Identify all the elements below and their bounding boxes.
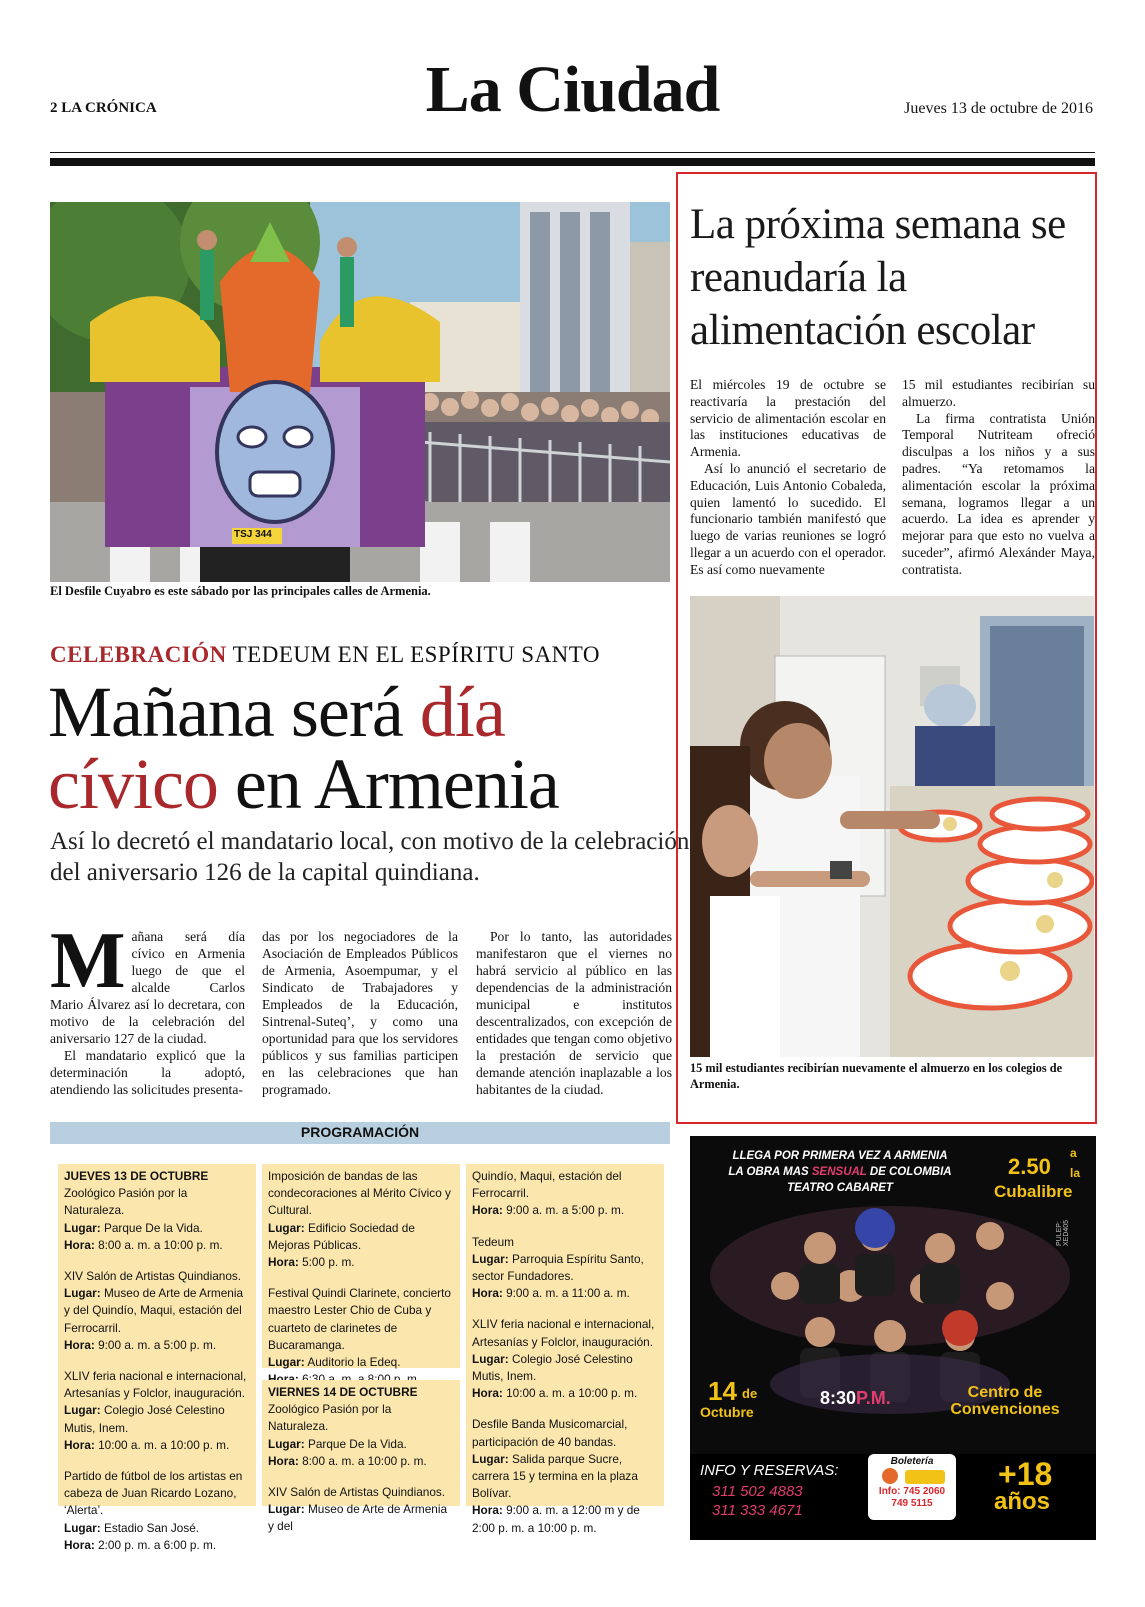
schedule-text: XLIV feria nacional e internacional, Artesanías y Folclor, inauguración. (64, 1369, 247, 1401)
schedule-text: Tedeum (472, 1234, 514, 1249)
schedule-time: Hora: 5:00 p. m. (268, 1255, 355, 1270)
schedule-place: Lugar: Parroquia Espíritu Santo, sector Fundadores. (472, 1251, 644, 1284)
photo-caption: El Desfile Cuyabro es este sábado por las principales calles de Armenia. (50, 584, 431, 598)
story-column-1 (50, 917, 245, 1098)
schedule-item (472, 1234, 658, 1303)
schedule-text: Imposición de bandas de las condecoraciones al Mérito Cívico y Cultural. (268, 1169, 451, 1218)
ad-pulep: PULEP: XED405 (1056, 1219, 1070, 1246)
publication-name: LA CRÓNICA (61, 100, 157, 116)
schedule-text: Festival Quindi Clarinete, concierto maestro Lester Chio de Cuba y cuarteto de clarinetes de Bucaramanga. (268, 1286, 451, 1352)
ad-intro: LLEGA POR PRIMERA VEZ A ARMENIA LA OBRA MAS SENSUAL DE COLOMBIA TEATRO CABARET (690, 1148, 990, 1196)
schedule-place: Lugar: Colegio José Celestino Mutis, Inem. (64, 1403, 225, 1435)
paragraph: El mandatario explicó que la determinación la adoptó, atendiendo las solicitudes presenta- (50, 1048, 245, 1097)
schedule-item (268, 1484, 454, 1536)
ad-date-day: 14 (708, 1376, 737, 1406)
schedule-item (268, 1401, 454, 1470)
schedule-time: Hora: 8:00 a. m. a 10:00 p. m. (268, 1453, 427, 1468)
schedule-place: Lugar: Parque De la Vida. (268, 1436, 407, 1451)
ad-date-month: Octubre (700, 1404, 754, 1420)
kicker-topic: CELEBRACIÓN (50, 642, 227, 667)
story-headline: Mañana será día cívico en Armenia (48, 672, 559, 824)
story-column-3 (476, 928, 672, 1098)
cabaret-ad (690, 1136, 1096, 1540)
paragraph: El miércoles 19 de octubre se reactivaría la prestación del servicio de alimentación escolar en las instituciones educativas de Armenia. (690, 377, 886, 460)
schedule-item (268, 1285, 454, 1388)
schedule-text: Partido de fútbol de los artistas en cabeza de Juan Ricardo Lozano, ‘Alerta’. (64, 1469, 243, 1518)
schedule-item (64, 1185, 250, 1254)
parade-photo (50, 202, 670, 582)
schedule-time: Hora: 10:00 a. m. a 10:00 p. m. (472, 1386, 638, 1401)
ad-info-phones: Info: 745 2060 749 5115 (878, 1486, 946, 1509)
drop-cap: M (50, 917, 126, 1005)
paragraph: Así lo anunció el secretario de Educación, Luis Antonio Cobaleda, quien lamentó lo sucedido. El funcionario también manifestó que luego de varias reuniones se logró llegar a un acuerdo con el operador. Es así como nuevamente (690, 460, 886, 577)
section-title: La Ciudad (425, 53, 720, 126)
ad-boleteria: Boletería (890, 1456, 934, 1467)
schedule-text: Zoológico Pasión por la Naturaleza. (268, 1402, 392, 1434)
schedule-text: Desfile Banda Musicomarcial, participación de 40 bandas. (472, 1417, 628, 1449)
schedule-time: Hora: 9:00 a. m. a 11:00 a. m. (472, 1286, 630, 1301)
ad-venue: Centro de Convenciones (950, 1384, 1060, 1418)
schedule-item (64, 1368, 250, 1454)
float-license-plate: TSJ 344 (234, 529, 272, 540)
schedule-day: VIERNES 14 DE OCTUBRE (268, 1385, 418, 1399)
schedule-item (64, 1268, 250, 1354)
feature-headline: La próxima semana se reanudaría la alimentación escolar (690, 201, 1066, 354)
programacion-column-2a (262, 1164, 460, 1368)
paragraph: La firma contratista Unión Temporal Nutriteam ofreció disculpas a los niños y a sus padres. “Ya retomamos la alimentación escolar la próxima semana, logramos llegar a un acuerdo. La idea es aprender y mejorar para que esto no vuelva a suceder”, afirmó Alexánder Maya, contratista. (902, 410, 1095, 577)
ad-price: 2.50 (1008, 1154, 1051, 1179)
ad-age: +18 (998, 1456, 1053, 1492)
ad-time: 8:30P.M. (820, 1388, 891, 1408)
paragraph: Por lo tanto, las autoridades manifestaron que el viernes no habrá servicio al público en las dependencias de la administración municipal e institutos descentralizados, con excepción de entidades que tengan como objetivo la prestación de servicio que demande atención inaplazable a los habitantes de la ciudad. (476, 929, 672, 1097)
schedule-place: Lugar: Auditorio la Edeq. (268, 1355, 401, 1370)
schedule-text: XIV Salón de Artistas Quindianos. (64, 1269, 242, 1284)
story-kicker (50, 642, 600, 668)
schedule-text: Quindío, Maqui, estación del Ferrocarril. (472, 1169, 622, 1201)
ad-tagline: LA OBRA MAS SENSUAL DE COLOMBIA (728, 1166, 952, 1178)
header-rule-thin (50, 152, 1095, 153)
feature-column-1 (690, 377, 886, 579)
programacion-column-3: Quindío, Maqui, estación del Ferrocarril. Hora: 9:00 a. m. a 5:00 p. m. Tedeum Lugar: Parroquia Espíritu Santo, sector Fundadores. Hora: 9:00 a. m. a 11:00 a. m. XLIV feria nacional e internacional, Artesanías y Folclor, inauguración. Lugar: Colegio José Celestino Mutis, Inem. Hora: 10:00 a. m. a 10:00 p. m. Desfile Banda Musicomarcial, participación de 40 bandas. Lugar: Salida parque Sucre, carrera 15 y termina en la plaza Bolívar. Hora: 9:00 a. m. a 12:00 m y de 2:00 p. m. a 10:00 p. m. (466, 1164, 664, 1506)
schedule-time: Hora: 9:00 a. m. a 12:00 m y de 2:00 p. m. a 10:00 p. m. (472, 1503, 640, 1535)
programacion-column-1 (58, 1164, 256, 1552)
schedule-time: Hora: 10:00 a. m. a 10:00 p. m. (64, 1437, 230, 1452)
schedule-time: Hora: 2:00 p. m. a 6:00 p. m. (64, 1537, 217, 1552)
schedule-place: Lugar: Estadio San José. (64, 1520, 200, 1535)
paragraph: 15 mil estudiantes recibirían su almuerzo. (902, 377, 1095, 409)
schedule-text: Zoológico Pasión por la Naturaleza. (64, 1186, 188, 1218)
schedule-text: XIV Salón de Artistas Quindianos. (268, 1485, 446, 1500)
schedule-day: JUEVES 13 DE OCTUBRE (64, 1169, 209, 1183)
page-number: 2 LA CRÓNICA (50, 100, 157, 116)
ad-price-a: a (1070, 1146, 1077, 1160)
schedule-place: Lugar: Museo de Arte de Armenia y del (268, 1502, 448, 1534)
header-rule-thick (50, 158, 1095, 166)
ad-info-title: INFO Y RESERVAS: (700, 1462, 839, 1479)
ad-price-la: la (1070, 1166, 1081, 1180)
schedule-place: Lugar: Colegio José Celestino Mutis, Inem. (472, 1351, 633, 1384)
schedule-place: Lugar: Salida parque Sucre, carrera 15 y termina en la plaza Bolívar. (472, 1451, 638, 1501)
story-deck: Así lo decretó el mandatario local, con motivo de la celebración del aniversario 126 de la capital quindiana. (50, 828, 690, 886)
schedule-item (472, 1316, 658, 1402)
feature-column-2 (902, 377, 1095, 579)
schedule-place: Lugar: Parque De la Vida. (64, 1220, 203, 1235)
schedule-text: XLIV feria nacional e internacional, Artesanías y Folclor, inauguración. (472, 1317, 655, 1349)
school-lunch-illustration (690, 596, 1094, 1057)
paragraph: das por los negociadores de la Asociación de Empleados Públicos de Armenia, Asoempumar, y el Sindicato de Trabajadores y Empleados de la Educación, Sintrenal-Suteq’, y como una oportunidad para que los servidores públicos y sus familias participen en las celebraciones que han programado. (262, 929, 458, 1097)
ad-phones: 311 502 4883 311 333 4671 (712, 1483, 803, 1519)
parade-illustration (50, 202, 670, 582)
feature-photo-caption: 15 mil estudiantes recibirían nuevamente el almuerzo en los colegios de Armenia. (690, 1061, 1063, 1091)
programacion-column-2b (262, 1380, 460, 1534)
programacion-title: PROGRAMACIÓN (300, 1124, 420, 1140)
schedule-item (472, 1416, 658, 1536)
story-column-2 (262, 928, 458, 1098)
ad-cubalibre: Cubalibre (994, 1182, 1073, 1201)
school-lunch-photo (690, 596, 1094, 1057)
ad-date-de: de (742, 1386, 758, 1401)
schedule-item (268, 1168, 454, 1271)
schedule-time: Hora: 9:00 a. m. a 5:00 p. m. (64, 1337, 217, 1352)
issue-date: Jueves 13 de octubre de 2016 (904, 100, 1093, 117)
paragraph: añana será día cívico en Armenia luego de que el alcalde Carlos Mario Álvarez así lo decretara, con motivo de la celebración del aniversario 127 de la ciudad. (50, 929, 245, 1046)
schedule-place: Lugar: Museo de Arte de Armenia y del Quindío, Maqui, estación del Ferrocarril. (64, 1286, 244, 1335)
schedule-time: Hora: 8:00 a. m. a 10:00 p. m. (64, 1237, 223, 1252)
schedule-item (64, 1468, 250, 1554)
ad-age-anos: años (994, 1488, 1051, 1515)
kicker-subtopic: TEDEUM EN EL ESPÍRITU SANTO (232, 642, 601, 667)
schedule-place: Lugar: Edificio Sociedad de Mejoras Públicas. (268, 1220, 415, 1252)
